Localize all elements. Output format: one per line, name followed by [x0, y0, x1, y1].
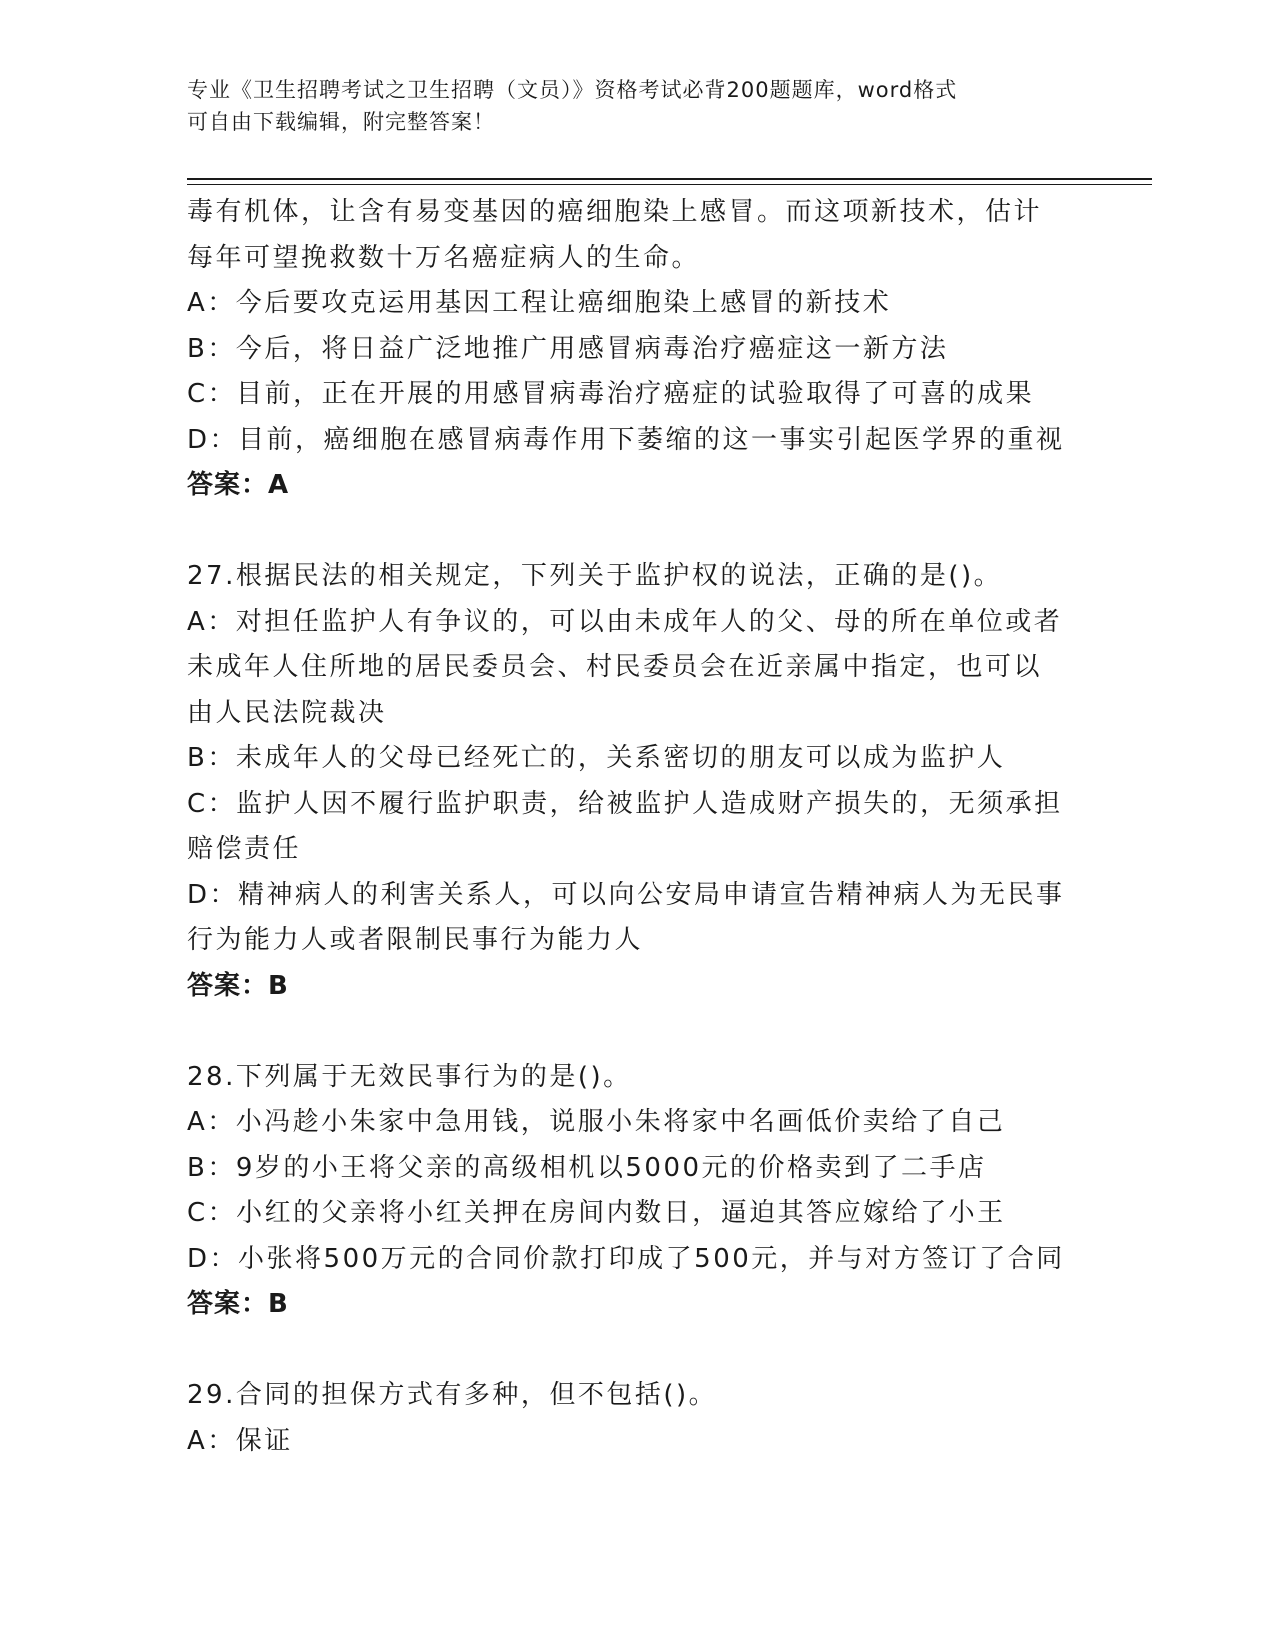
option-a: A：对担任监护人有争议的，可以由未成年人的父、母的所在单位或者: [187, 606, 1063, 637]
answer-label: 答案：B: [187, 970, 289, 1001]
header-rule-thick: [187, 178, 1152, 180]
option-a: A：保证: [187, 1425, 293, 1456]
question-stem: 28.下列属于无效民事行为的是()。: [187, 1061, 632, 1092]
option-a-continued: 未成年人住所地的居民委员会、村民委员会在近亲属中指定，也可以: [187, 652, 1043, 682]
option-c: C：目前，正在开展的用感冒病毒治疗癌症的试验取得了可喜的成果: [187, 379, 1035, 409]
question-29: [187, 1373, 1087, 1464]
option-c-continued: 赔偿责任: [187, 834, 302, 864]
header-line-2: 可自由下载编辑，附完整答案！: [187, 110, 495, 134]
option-a: A：小冯趁小朱家中急用钱，说服小朱将家中名画低价卖给了自己: [187, 1107, 1006, 1137]
option-a: A：今后要攻克运用基因工程让癌细胞染上感冒的新技术: [187, 288, 892, 318]
option-d: D：目前，癌细胞在感冒病毒作用下萎缩的这一事实引起医学界的重视: [187, 424, 1065, 455]
question-content: [187, 190, 1087, 1464]
header-rule-thin: [187, 184, 1152, 185]
spacer: [187, 1009, 1087, 1055]
question-stem: 29.合同的担保方式有多种，但不包括()。: [187, 1380, 718, 1410]
answer-label: 答案：A: [187, 470, 290, 500]
option-d: D：精神病人的利害关系人，可以向公安局申请宣告精神病人为无民事: [187, 879, 1065, 910]
question-26-continuation: [187, 190, 1087, 509]
option-d: D：小张将500万元的合同价款打印成了500元，并与对方签订了合同: [187, 1243, 1065, 1274]
option-d-continued: 行为能力人或者限制民事行为能力人: [187, 925, 644, 955]
question-stem: 27.根据民法的相关规定，下列关于监护权的说法，正确的是()。: [187, 561, 1003, 591]
spacer: [187, 509, 1087, 555]
stem-line: 每年可望挽救数十万名癌症病人的生命。: [187, 242, 701, 273]
document-header: [187, 74, 1087, 138]
option-c: C：监护人因不履行监护职责，给被监护人造成财产损失的，无须承担: [187, 788, 1063, 819]
answer-label: 答案：B: [187, 1289, 289, 1319]
stem-line: 毒有机体，让含有易变基因的癌细胞染上感冒。而这项新技术，估计: [187, 197, 1043, 227]
option-b: B：今后，将日益广泛地推广用感冒病毒治疗癌症这一新方法: [187, 333, 949, 364]
spacer: [187, 1328, 1087, 1374]
question-28: [187, 1055, 1087, 1328]
option-a-continued: 由人民法院裁决: [187, 697, 387, 728]
question-27: [187, 554, 1087, 1009]
option-c: C：小红的父亲将小红关押在房间内数日，逼迫其答应嫁给了小王: [187, 1198, 1006, 1228]
header-line-1: 专业《卫生招聘考试之卫生招聘（文员）》资格考试必背200题题库，word格式: [187, 78, 958, 102]
option-b: B：未成年人的父母已经死亡的，关系密切的朋友可以成为监护人: [187, 743, 1006, 773]
option-b: B：9岁的小王将父亲的高级相机以5000元的价格卖到了二手店: [187, 1152, 987, 1183]
